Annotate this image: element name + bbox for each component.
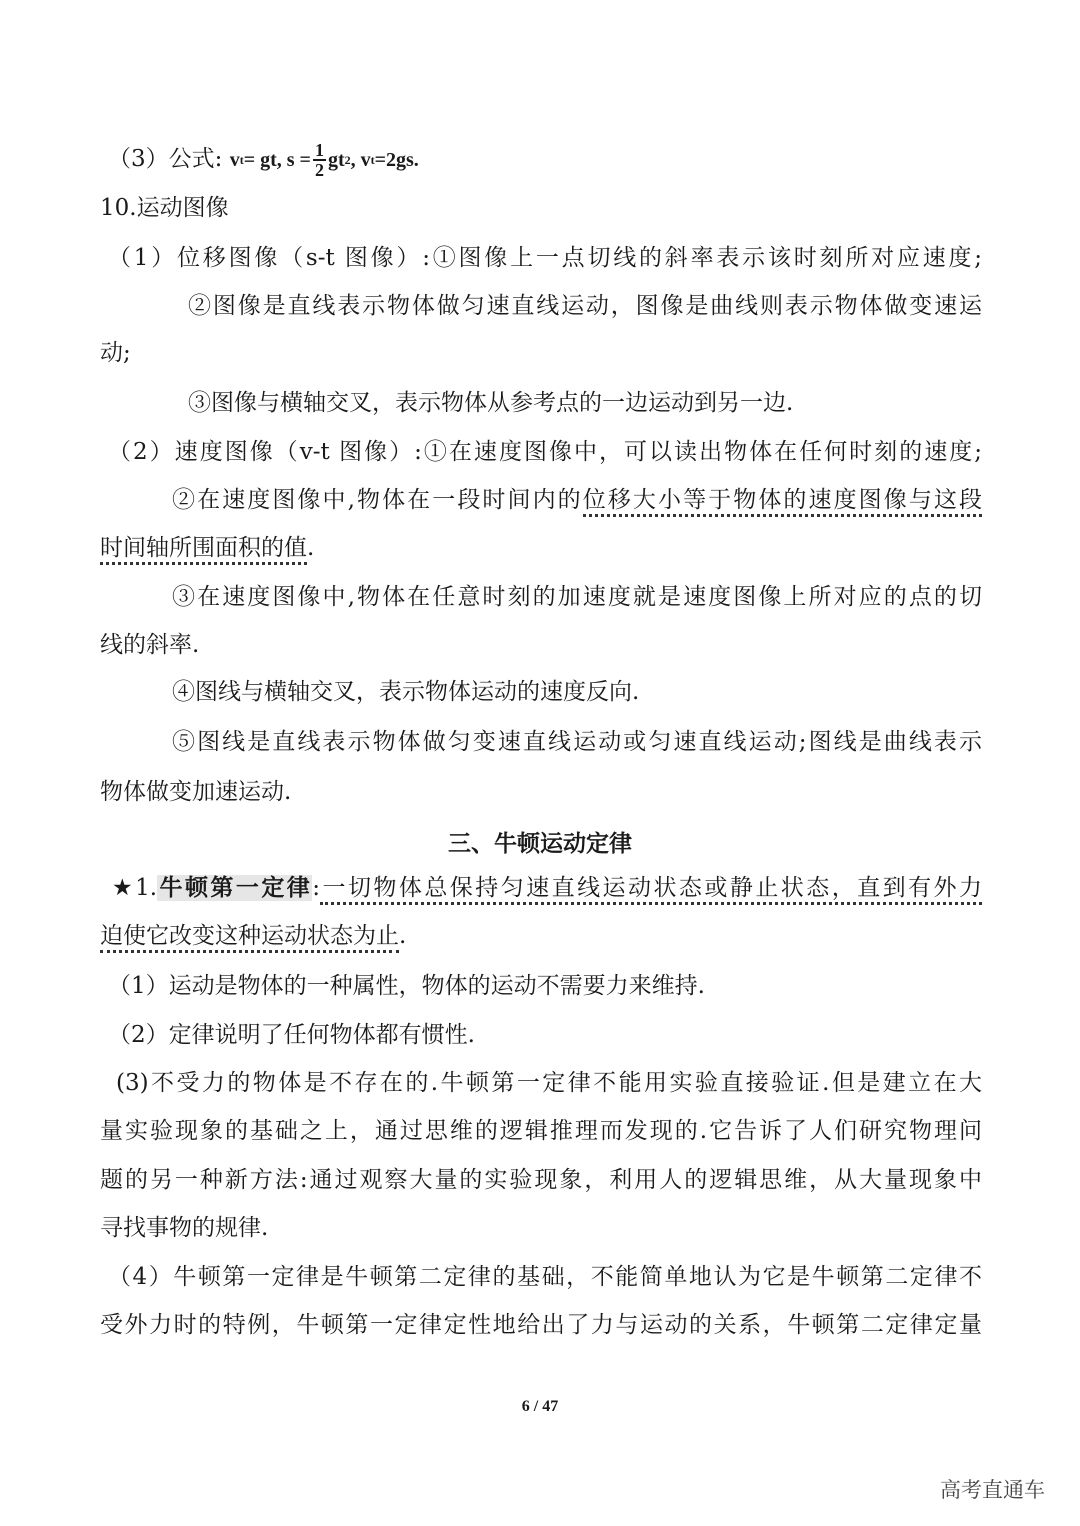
paragraph-line xyxy=(100,921,406,951)
underlined-text: 位移大小等于物体的速度图像与这段 xyxy=(583,487,982,517)
fraction xyxy=(313,141,326,179)
paragraph-line: ③在速度图像中,物体在任意时刻的加速度就是速度图像上所对应的点的切 xyxy=(172,584,982,610)
paragraph-line: （1）位移图像（s-t 图像）:①图像上一点切线的斜率表示该时刻所对应速度; xyxy=(108,245,982,271)
paragraph-line: ④图线与横轴交叉，表示物体运动的速度反向. xyxy=(172,679,640,705)
underlined-text: 时间轴所围面积的值 xyxy=(100,535,307,565)
paragraph-line: ③图像与横轴交叉，表示物体从参考点的一边运动到另一边. xyxy=(188,390,794,416)
paragraph-line: 寻找事物的规律. xyxy=(100,1215,269,1241)
formula-gt: gt xyxy=(327,149,345,171)
law-name: 牛顿第一定律 xyxy=(157,875,313,901)
formula-v2: , v xyxy=(350,149,371,171)
formula-sub: t xyxy=(239,153,244,167)
paragraph-line: (3)不受力的物体是不存在的.牛顿第一定律不能用实验直接验证.但是建立在大 xyxy=(116,1070,982,1096)
paragraph-line: 受外力时的特例，牛顿第一定律定性地给出了力与运动的关系，牛顿第二定律定量 xyxy=(100,1312,982,1338)
formula-v: v xyxy=(229,149,240,171)
paragraph-line: 题的另一种新方法:通过观察大量的实验现象，利用人的逻辑思维，从大量现象中 xyxy=(100,1167,982,1193)
text: . xyxy=(399,923,407,949)
paragraph-line: ②图像是直线表示物体做匀速直线运动，图像是曲线则表示物体做变速运 xyxy=(188,293,982,319)
text: : xyxy=(312,875,321,901)
chapter-heading: 三、牛顿运动定律 xyxy=(448,831,632,857)
paragraph-line: ⑤图线是直线表示物体做匀变速直线运动或匀速直线运动;图线是曲线表示 xyxy=(172,729,982,755)
text: ②在速度图像中,物体在一段时间内的 xyxy=(172,487,583,513)
watermark: 高考直通车 xyxy=(940,1478,1045,1502)
denominator: 2 xyxy=(314,160,324,180)
free-fall-formula xyxy=(230,141,419,179)
paragraph-line: （1）运动是物体的一种属性，物体的运动不需要力来维持. xyxy=(108,973,705,999)
star-icon: ★1. xyxy=(112,875,158,901)
paragraph-line xyxy=(100,533,314,563)
paragraph-line: （2）定律说明了任何物体都有惯性. xyxy=(108,1022,475,1048)
page-number: 6 / 47 xyxy=(521,1398,559,1415)
underlined-text: 迫使它改变这种运动状态为止 xyxy=(100,923,399,953)
paragraph-line: 线的斜率. xyxy=(100,632,200,658)
numerator: 1 xyxy=(314,140,324,160)
paragraph-line: 量实验现象的基础之上，通过思维的逻辑推理而发现的.它告诉了人们研究物理问 xyxy=(100,1118,982,1144)
formula-label: （3）公式: xyxy=(108,146,223,172)
paragraph-line xyxy=(172,485,982,515)
law-line xyxy=(112,873,982,903)
paragraph-line: （4）牛顿第一定律是牛顿第二定律的基础，不能简单地认为它是牛顿第二定律不 xyxy=(108,1264,982,1290)
formula-line xyxy=(108,141,419,179)
paragraph-line: 物体做变加速运动. xyxy=(100,779,292,805)
underlined-text: 一切物体总保持匀速直线运动状态或静止状态，直到有外力 xyxy=(320,875,982,905)
paragraph-line: 动; xyxy=(100,340,131,366)
formula-eq1: = gt, s = xyxy=(243,149,311,171)
formula-eq3: =2gs. xyxy=(374,149,419,171)
paragraph-line: （2）速度图像（v-t 图像）:①在速度图像中，可以读出物体在任何时刻的速度; xyxy=(108,439,982,465)
formula-sup: 2 xyxy=(344,153,351,167)
text: . xyxy=(307,535,315,561)
formula-sub2: t xyxy=(370,153,375,167)
section-title: 10.运动图像 xyxy=(100,195,229,221)
